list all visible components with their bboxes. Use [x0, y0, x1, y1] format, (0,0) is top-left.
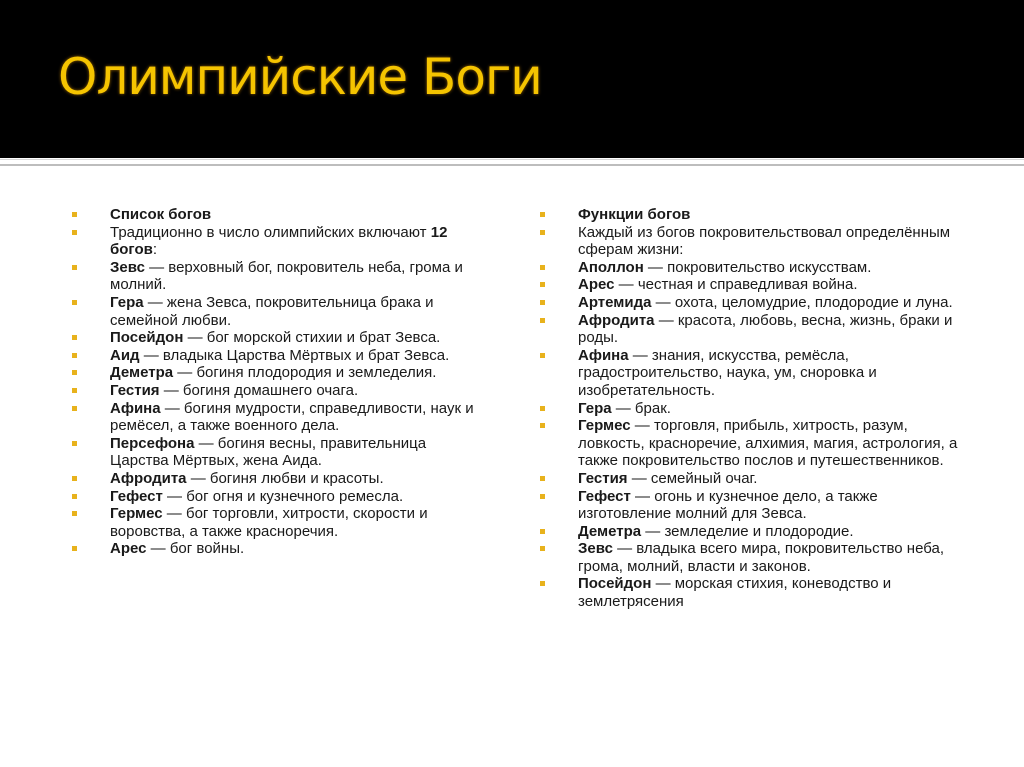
god-name: Персефона	[110, 434, 195, 452]
list-item-text	[110, 294, 480, 329]
god-name: Гестия	[110, 381, 160, 399]
god-name: Гестия	[578, 469, 628, 487]
header-divider	[0, 159, 1024, 160]
god-name: Функции богов	[578, 206, 691, 223]
square-bullet-icon	[72, 476, 77, 481]
list-item	[538, 417, 968, 470]
god-name: Артемида	[578, 293, 652, 311]
list-item	[538, 488, 968, 523]
list-item	[538, 312, 968, 347]
description: — бог войны.	[146, 540, 245, 558]
god-name: Список богов	[110, 206, 212, 223]
description: — торговля, прибыль, хитрость, разум, ловкость, красноречие, алхимия, магия, астрология, а также покровительство послов и путешественников.	[578, 417, 958, 470]
list-item	[70, 206, 490, 224]
list-item-text	[578, 294, 963, 312]
description: — владыка всего мира, покровительство неба, грома, молний, власти и законов.	[578, 540, 944, 575]
list-item	[538, 276, 968, 294]
square-bullet-icon	[72, 300, 77, 305]
list-item-text	[110, 488, 480, 506]
description: — семейный очаг.	[627, 469, 758, 487]
slide-title: Олимпийские Боги	[58, 48, 542, 106]
description: — богиня любви и красоты.	[186, 469, 384, 487]
list-item-text	[578, 488, 963, 523]
list-item-text	[578, 347, 963, 400]
god-name: Зевс	[578, 540, 613, 558]
god-name: Посейдон	[578, 575, 652, 593]
square-bullet-icon	[540, 265, 545, 270]
list-item	[70, 329, 490, 347]
description: — богиня весны, правительница Царства Мёртвых, жена Аида.	[110, 434, 427, 470]
list-item	[70, 294, 490, 329]
list-item	[538, 294, 968, 312]
god-name: Гера	[578, 399, 612, 417]
list-item-text	[110, 400, 480, 435]
square-bullet-icon	[72, 370, 77, 375]
list-item-text	[110, 364, 480, 382]
square-bullet-icon	[72, 230, 77, 235]
list-item-text	[578, 224, 963, 259]
description-tail: :	[152, 241, 158, 259]
list-item-text	[578, 206, 963, 224]
list-item	[538, 523, 968, 541]
list-item	[70, 470, 490, 488]
list-item-text	[110, 259, 480, 294]
god-name: Гефест	[110, 487, 163, 505]
description: — брак.	[611, 399, 671, 417]
god-name: Гермес	[110, 505, 163, 523]
list-item-text	[578, 312, 963, 347]
list-item-text	[578, 523, 963, 541]
list-item-text	[110, 224, 480, 259]
square-bullet-icon	[540, 581, 545, 586]
god-name: Афродита	[578, 311, 655, 329]
list-item-text	[578, 400, 963, 418]
description: Традиционно в число олимпийских включают	[110, 223, 431, 241]
list-item-text	[110, 505, 480, 540]
square-bullet-icon	[540, 230, 545, 235]
square-bullet-icon	[72, 353, 77, 358]
list-item-text	[110, 347, 480, 365]
list-item	[538, 347, 968, 400]
list-item	[70, 435, 490, 470]
square-bullet-icon	[72, 406, 77, 411]
list-item-text	[578, 417, 963, 470]
list-item	[70, 224, 490, 259]
god-name: Афродита	[110, 469, 187, 487]
left-column-gods-list	[70, 206, 490, 558]
square-bullet-icon	[72, 388, 77, 393]
list-item	[70, 382, 490, 400]
description: — бог морской стихии и брат Зевса.	[183, 329, 441, 347]
description: — владыка Царства Мёртвых и брат Зевса.	[139, 346, 450, 364]
list-item-text	[578, 470, 963, 488]
square-bullet-icon	[540, 282, 545, 287]
god-name: Гефест	[578, 487, 631, 505]
description: — знания, искусства, ремёсла, градостроительство, наука, ум, сноровка и изобретательность.	[578, 346, 877, 399]
description: — верховный бог, покровитель неба, грома и молний.	[110, 258, 463, 294]
description: — земледелие и плодородие.	[641, 522, 854, 540]
description: — бог огня и кузнечного ремесла.	[162, 487, 404, 505]
list-item-text	[110, 435, 480, 470]
emphasis: 12 богов	[110, 223, 448, 259]
list-item-text	[110, 540, 480, 558]
square-bullet-icon	[72, 335, 77, 340]
list-item	[538, 206, 968, 224]
god-name: Деметра	[110, 364, 174, 382]
description: — честная и справедливая война.	[614, 276, 858, 294]
description: — покровительство искусствам.	[643, 258, 872, 276]
list-item-text	[578, 259, 963, 277]
square-bullet-icon	[72, 494, 77, 499]
god-name: Зевс	[110, 258, 145, 276]
god-name: Аполлон	[578, 258, 644, 276]
list-item-text	[578, 276, 963, 294]
description: — красота, любовь, весна, жизнь, браки и роды.	[578, 311, 953, 347]
god-name: Арес	[110, 540, 147, 558]
square-bullet-icon	[72, 546, 77, 551]
list-item	[538, 259, 968, 277]
square-bullet-icon	[540, 300, 545, 305]
list-item	[70, 259, 490, 294]
description: — бог торговли, хитрости, скорости и воровства, а также красноречия.	[110, 505, 428, 540]
list-item	[70, 488, 490, 506]
list-item-text	[110, 329, 480, 347]
square-bullet-icon	[540, 212, 545, 217]
description: — морская стихия, коневодство и землетрясения	[578, 575, 892, 611]
list-item	[538, 540, 968, 575]
square-bullet-icon	[540, 476, 545, 481]
square-bullet-icon	[540, 529, 545, 534]
god-name: Гера	[110, 293, 144, 311]
god-name: Посейдон	[110, 329, 184, 347]
list-item	[538, 224, 968, 259]
list-item-text	[110, 470, 480, 488]
list-item-text	[578, 575, 963, 610]
list-item	[70, 400, 490, 435]
list-item-text	[110, 206, 480, 224]
list-item	[538, 575, 968, 610]
square-bullet-icon	[72, 265, 77, 270]
list-item-text	[110, 382, 480, 400]
square-bullet-icon	[72, 212, 77, 217]
description: Каждый из богов покровительствовал определённым сферам жизни:	[578, 223, 951, 259]
god-name: Гермес	[578, 417, 631, 435]
title-bar	[0, 0, 1024, 158]
square-bullet-icon	[540, 546, 545, 551]
list-item	[70, 347, 490, 365]
description: — жена Зевса, покровительница брака и семейной любви.	[110, 293, 434, 329]
square-bullet-icon	[72, 441, 77, 446]
description: — богиня мудрости, справедливости, наук и ремёсел, а также военного дела.	[110, 399, 474, 435]
god-name: Деметра	[578, 522, 642, 540]
square-bullet-icon	[540, 494, 545, 499]
list-item	[70, 505, 490, 540]
god-name: Аид	[110, 346, 140, 364]
description: — богиня плодородия и земледелия.	[173, 364, 437, 382]
square-bullet-icon	[540, 406, 545, 411]
square-bullet-icon	[540, 423, 545, 428]
square-bullet-icon	[72, 511, 77, 516]
god-name: Афина	[110, 399, 161, 417]
right-column-gods-functions	[538, 206, 968, 611]
description: — огонь и кузнечное дело, а также изготовление молний для Зевса.	[578, 487, 878, 523]
god-name: Арес	[578, 276, 615, 294]
list-item	[538, 400, 968, 418]
description: — богиня домашнего очага.	[159, 381, 359, 399]
square-bullet-icon	[540, 318, 545, 323]
list-item	[70, 540, 490, 558]
list-item	[70, 364, 490, 382]
god-name: Афина	[578, 346, 629, 364]
list-item-text	[578, 540, 963, 575]
square-bullet-icon	[540, 353, 545, 358]
list-item	[538, 470, 968, 488]
description: — охота, целомудрие, плодородие и луна.	[651, 293, 953, 311]
header-divider-shadow	[0, 164, 1024, 166]
